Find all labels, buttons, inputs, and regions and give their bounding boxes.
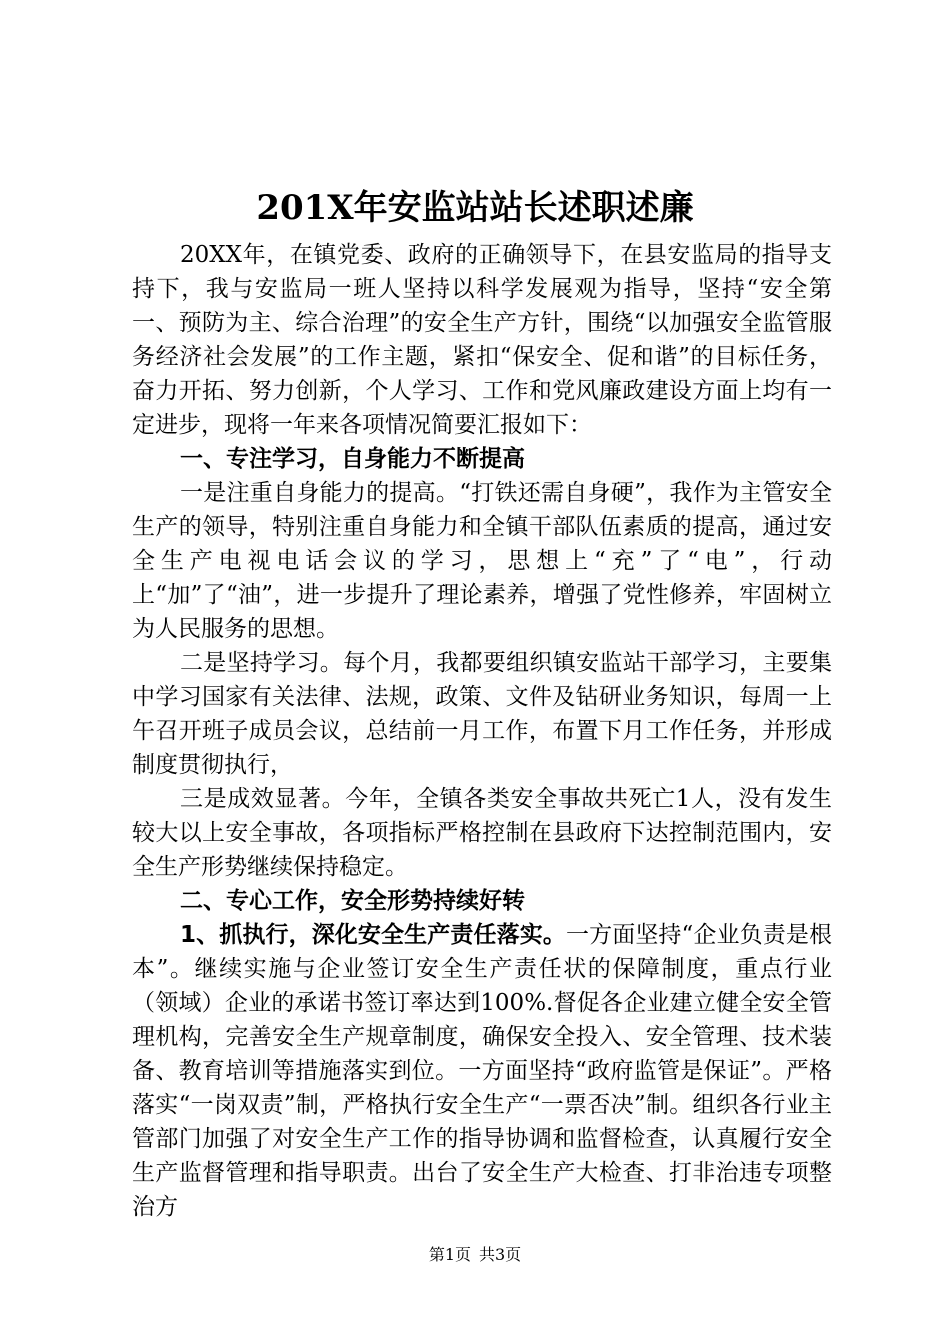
paragraph-body: 一方面坚持“企业负责是根本”。继续实施与企业签订安全生产责任状的保障制度，重点行业（领域）企业的承诺书签订率达到100%.督促各企业建立健全安全管理机构，完善安全生产规章制度，确保安全投入、安全管理、技术装备、教育培训等措施落实到位。一方面坚持“政府监管是保证”。严格落实“一岗双责”制，严格执行安全生产“一票否决”制。组织各行业主管部门加强了对安全生产工作的指导协调和监督检查，认真履行安全生产监督管理和指导职责。出台了安全生产大检查、打非治违专项整治方 [132, 922, 832, 1220]
paragraph-point-3: 三是成效显著。今年，全镇各类安全事故共死亡1人，没有发生较大以上安全事故，各项指标严格控制在县政府下达控制范围内，安全生产形势继续保持稳定。 [132, 786, 832, 880]
page-number: 第1页 [428, 1245, 471, 1264]
page-footer [0, 1244, 950, 1266]
paragraph-lead: 1、抓执行，深化安全生产责任落实。 [180, 922, 566, 948]
paragraph-point-2: 二是坚持学习。每个月，我都要组织镇安监站干部学习，主要集中学习国家有关法律、法规，政策、文件及钻研业务知识，每周一上午召开班子成员会议，总结前一月工作，布置下月工作任务，并形成制度贯彻执行， [132, 650, 832, 778]
section-heading-2: 二、专心工作，安全形势持续好转 [180, 888, 525, 914]
page-total: 共3页 [479, 1245, 522, 1264]
page-title: 201X年安监站站长述职述廉 [256, 188, 694, 228]
intro-paragraph: 20XX年，在镇党委、政府的正确领导下，在县安监局的指导支持下，我与安监局一班人坚持以科学发展观为指导，坚持“安全第一、预防为主、综合治理”的安全生产方针，围绕“以加强安全监管服务经济社会发展”的工作主题，紧扣“保安全、促和谐”的目标任务，奋力开拓、努力创新，个人学习、工作和党风廉政建设方面上均有一定进步，现将一年来各项情况简要汇报如下： [132, 242, 832, 438]
document-body [132, 238, 832, 1224]
paragraph-point-1: 一是注重自身能力的提高。“打铁还需自身硬”，我作为主管安全生产的领导，特别注重自身能力和全镇干部队伍素质的提高，通过安全生产电视电话会议的学习，思想上“充”了“电”，行动上“加”了“油”，进一步提升了理论素养，增强了党性修养，牢固树立为人民服务的思想。 [132, 480, 832, 642]
paragraph-execution [132, 918, 832, 1224]
section-heading-1: 一、专注学习，自身能力不断提高 [180, 446, 525, 472]
